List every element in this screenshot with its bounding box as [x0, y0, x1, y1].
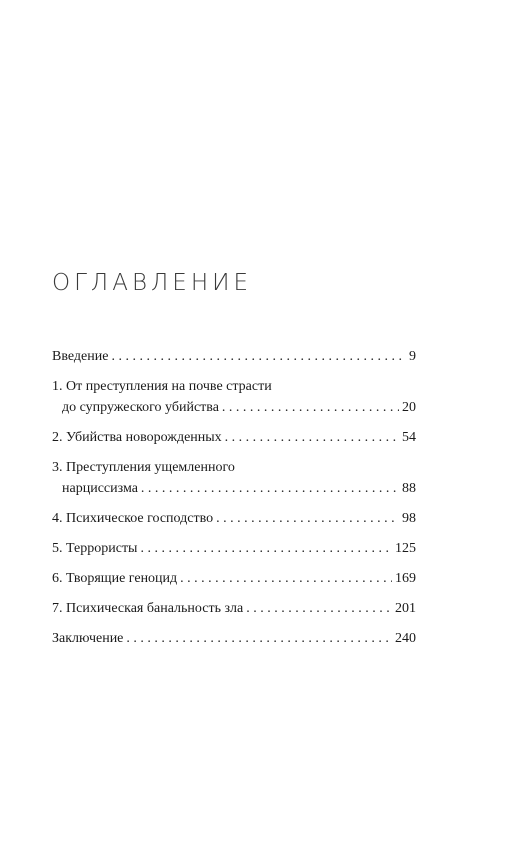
toc-entry-chapter-4[interactable]: [52, 508, 416, 529]
toc-entry-chapter-3[interactable]: [52, 457, 416, 499]
leader-dots: [222, 397, 399, 418]
toc-page-number: 201: [395, 601, 416, 616]
toc-page-number: 9: [409, 349, 416, 364]
toc-entry-conclusion[interactable]: [52, 628, 416, 649]
toc-entry-introduction[interactable]: [52, 346, 416, 367]
toc-entry-title: 6. Творящие геноцид: [52, 571, 178, 586]
toc-page-number: 125: [395, 541, 416, 556]
leader-dots: [216, 508, 399, 529]
toc-entry-title: Введение: [52, 349, 109, 364]
toc-entry-chapter-7[interactable]: [52, 598, 416, 619]
leader-dots: [225, 427, 399, 448]
toc-page-number: 88: [402, 481, 416, 496]
toc-entry-title-continuation: нарциссизма: [62, 481, 138, 496]
leader-dots: [140, 538, 392, 559]
toc-page-number: 169: [395, 571, 416, 586]
leader-dots: [180, 568, 392, 589]
toc-entry-title: 7. Психическая банальность зла: [52, 601, 244, 616]
toc-page-number: 20: [402, 400, 416, 415]
toc-entry-chapter-2[interactable]: [52, 427, 416, 448]
toc-page-number: 240: [395, 631, 416, 646]
leader-dots: [126, 628, 392, 649]
toc-heading: ОГЛАВЛЕНИЕ: [52, 270, 253, 296]
leader-dots: [141, 478, 399, 499]
leader-dots: [111, 346, 406, 367]
leader-dots: [246, 598, 392, 619]
toc-entry-chapter-1[interactable]: [52, 376, 416, 418]
toc-entry-title: 5. Террористы: [52, 541, 138, 556]
toc-entry-title: 2. Убийства новорожденных: [52, 430, 222, 445]
toc-entry-title: Заключение: [52, 631, 124, 646]
toc-entry-chapter-5[interactable]: [52, 538, 416, 559]
toc-entry-title: 4. Психическое господство: [52, 511, 214, 526]
toc-entry-title-continuation: до супружеского убийства: [62, 400, 219, 415]
toc-entry-title: 3. Преступления ущемленного: [52, 460, 235, 475]
table-of-contents: [52, 346, 416, 658]
toc-page-number: 98: [402, 511, 416, 526]
toc-entry-title: 1. От преступления на почве страсти: [52, 379, 272, 394]
toc-entry-chapter-6[interactable]: [52, 568, 416, 589]
toc-page-number: 54: [402, 430, 416, 445]
